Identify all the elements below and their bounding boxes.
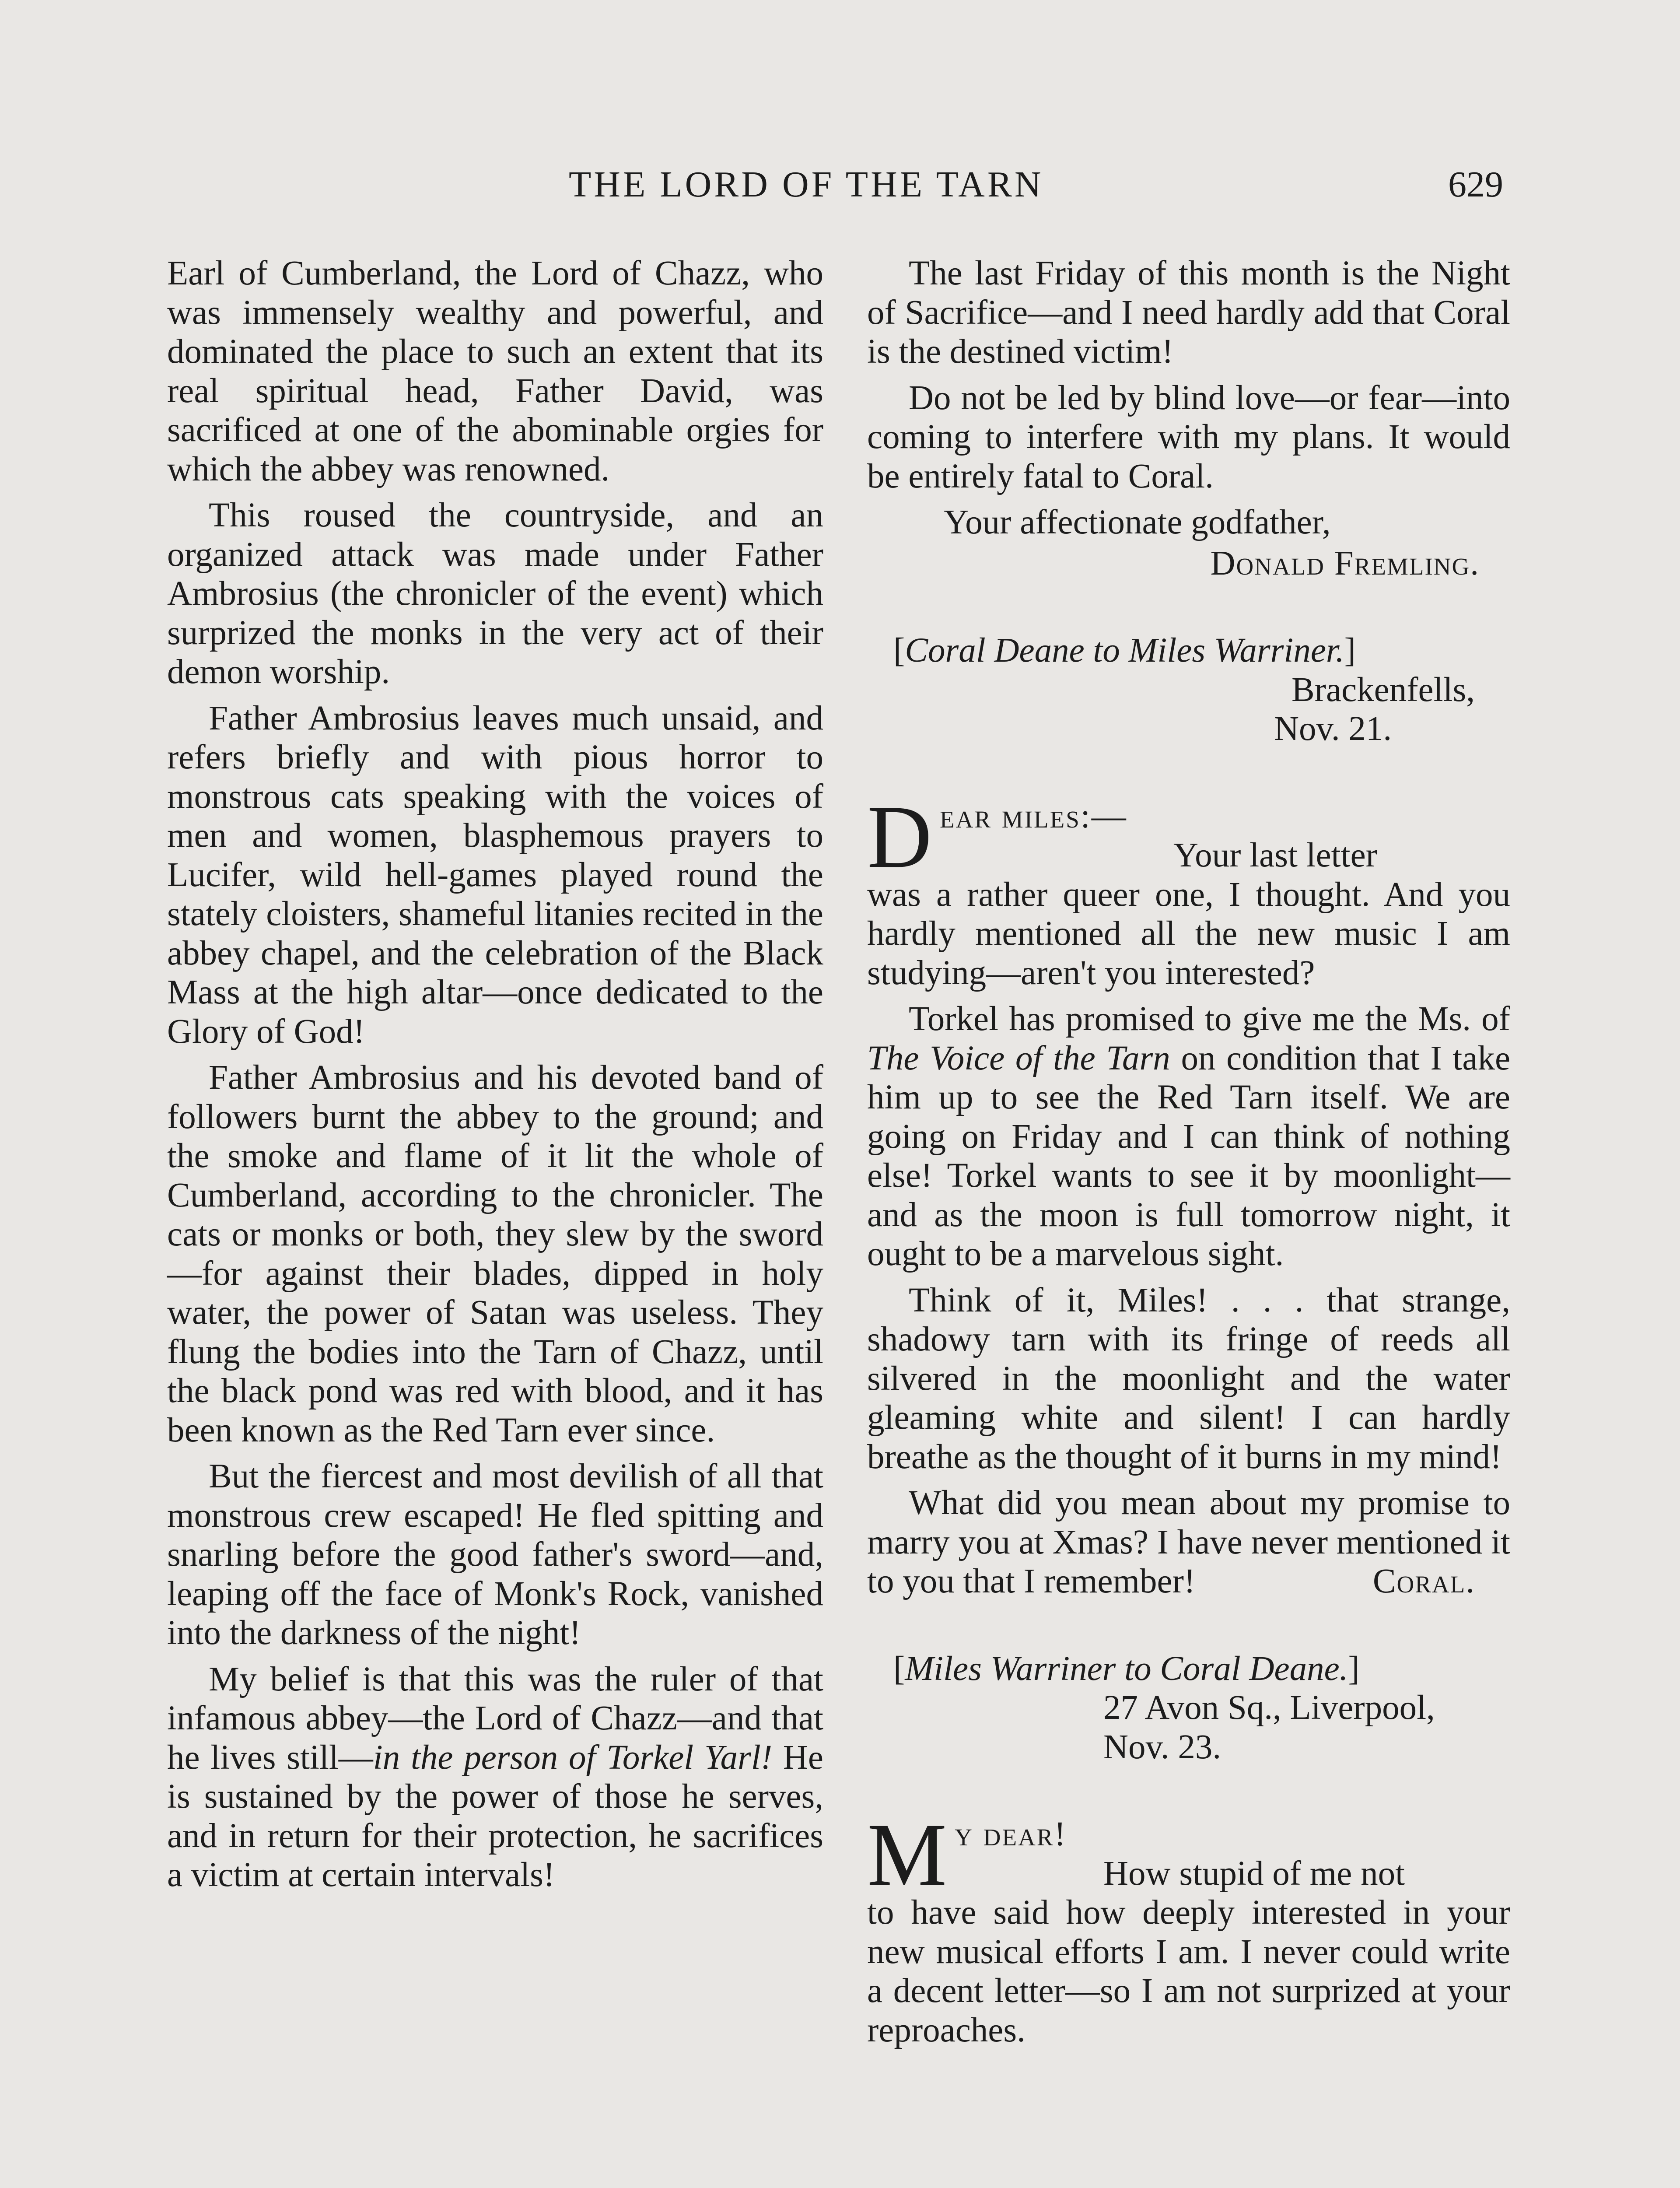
paragraph: Earl of Cumberland, the Lord of Chazz, who was immensely wealthy and powerful, and dominated the place to such an extent that its real spiritual head, Father David, was sacrificed at one of the abominable orgies for which the abbey was renowned.	[167, 254, 823, 488]
bracket: [	[893, 1649, 905, 1688]
bracket: [	[893, 631, 905, 670]
letter-date: Nov. 23.	[1103, 1728, 1222, 1766]
paragraph	[867, 999, 1510, 1274]
letter-heading-text: Coral Deane to Miles Warriner.	[905, 631, 1344, 670]
first-line: Your last letter	[1173, 836, 1377, 874]
text-run: What did you mean about my promise to marry you at Xmas? I have never mentioned it to you that I remember!	[867, 1484, 1510, 1600]
salutation: y dear!	[955, 1815, 1067, 1853]
first-line: How stupid of me not	[1103, 1854, 1405, 1893]
letter-salutation-block	[867, 1805, 1510, 1904]
paragraph: Think of it, Miles! . . . that strange, shadowy tarn with its fringe of reeds all silvered in the moonlight and the water gleaming white and silent! I can hardly breathe as the thought of it burns in my mind!	[867, 1281, 1510, 1476]
page-number: 629	[1448, 164, 1503, 205]
letter-salutation-block	[867, 787, 1510, 887]
text-run: My belief is that this was the ruler of that infamous abbey—the Lord of Chazz—and that he lives still—	[167, 1660, 823, 1777]
paragraph: Do not be led by blind love—or fear—into coming to interfere with my plans. It would be entirely fatal to Coral.	[867, 379, 1510, 495]
letter-date: Nov. 21.	[1274, 710, 1392, 748]
letter-closing: Your affectionate godfather,	[944, 503, 1331, 541]
paragraph	[867, 1483, 1510, 1601]
letter-place: Brackenfells,	[1292, 670, 1475, 709]
right-column	[867, 254, 1510, 2050]
letter-heading	[867, 631, 1510, 670]
drop-cap: M	[867, 1805, 947, 1904]
paragraph	[167, 1660, 823, 1895]
bracket: ]	[1348, 1649, 1360, 1688]
letter-signature: Coral.	[1372, 1562, 1475, 1600]
letter-signature: Donald Fremling.	[1210, 544, 1480, 582]
italic-text: The Voice of the Tarn	[867, 1039, 1170, 1077]
paragraph: Father Ambrosius leaves much unsaid, and refers briefly and with pious horror to monstrous cats speaking with the voices of men and women, blasphemous prayers to Lucifer, wild hell-games played round the stately cloisters, shameful litanies recited in the abbey chapel, and the celebration of the Black Mass at the high altar—once dedicated to the Glory of God!	[167, 699, 823, 1051]
paragraph: This roused the countryside, and an organized attack was made under Father Ambrosius (the chronicler of the event) which surprized the monks in the very act of their demon worship.	[167, 496, 823, 691]
paragraph: But the fiercest and most devilish of all that monstrous crew escaped! He fled spitting and snarling before the good father's sword—and, leaping off the face of Monk's Rock, vanished into the darkness of the night!	[167, 1457, 823, 1652]
text-run: on condition that I take him up to see the Red Tarn itself. We are going on Friday and I can think of nothing else! Torkel wants to see it by moonlight—and as the moon is full tomorrow night, it ought to be a marvelous sight.	[867, 1039, 1511, 1273]
paragraph: The last Friday of this month is the Night of Sacrifice—and I need hardly add that Coral is the destined victim!	[867, 254, 1510, 371]
text-run: Torkel has promised to give me the Ms. of	[909, 1000, 1510, 1038]
letter-heading	[867, 1649, 1510, 1689]
letter-place: 27 Avon Sq., Liverpool,	[1103, 1689, 1435, 1727]
paragraph: Father Ambrosius and his devoted band of followers burnt the abbey to the ground; and the smoke and flame of it lit the whole of Cumberland, according to the chronicler. The cats or monks or both, they slew by the sword—for against their blades, dipped in holy water, the power of Satan was useless. They flung the bodies into the Tarn of Chazz, until the black pond was red with blood, and it has been known as the Red Tarn ever since.	[167, 1059, 823, 1449]
text-run: He is sustained by the power of those he serves, and in return for their protection, he sacrifices a victim at certain intervals!	[167, 1738, 823, 1894]
left-column	[167, 254, 823, 1895]
drop-cap: D	[867, 787, 932, 887]
paragraph: to have said how deeply interested in your new musical efforts I am. I never could write a decent letter—so I am not surprized at your reproaches.	[867, 1893, 1510, 2049]
italic-text: in the person of Torkel Yarl!	[373, 1738, 773, 1777]
letter-heading-text: Miles Warriner to Coral Deane.	[905, 1649, 1348, 1688]
bracket: ]	[1344, 631, 1356, 670]
running-title: THE LORD OF THE TARN	[569, 164, 1044, 205]
paragraph: was a rather queer one, I thought. And you hardly mentioned all the new music I am studying—aren't you interested?	[867, 875, 1510, 992]
salutation: ear miles:—	[940, 797, 1127, 835]
